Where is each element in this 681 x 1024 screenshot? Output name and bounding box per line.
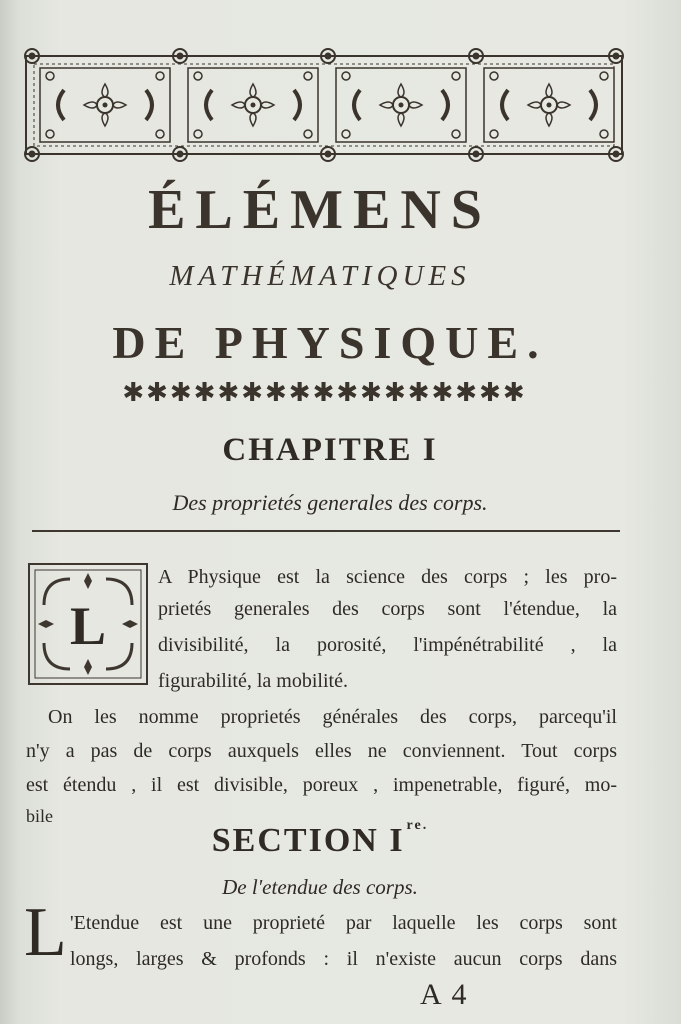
para3-line-1: 'Etendue est une proprieté par laquelle les corps sont bbox=[70, 912, 617, 934]
star-divider: ✱✱✱✱✱✱✱✱✱✱✱✱✱✱✱✱✱ bbox=[122, 378, 527, 407]
chapter-heading: CHAPITRE I bbox=[222, 432, 438, 468]
initial-letter: L bbox=[69, 596, 107, 656]
para2-line-1: On les nomme proprietés générales des corps, parcequ'il bbox=[48, 706, 617, 728]
para1-line-1: A Physique est la science des corps ; les pro- bbox=[158, 566, 617, 588]
signature-mark: A 4 bbox=[420, 978, 469, 1011]
para3-line-2: longs, larges & profonds : il n'existe aucun corps dans bbox=[70, 948, 617, 970]
section-superscript: re. bbox=[406, 818, 429, 833]
para2-line-3: est étendu , il est divisible, poreux , impenetrable, figuré, mo- bbox=[26, 774, 617, 796]
section-heading bbox=[150, 818, 490, 860]
para1-line-3: divisibilité, la porosité, l'impénétrabilité , la bbox=[158, 634, 617, 656]
chapter-subtitle: Des proprietés generales des corps. bbox=[172, 490, 488, 515]
title-line-1: ÉLÉMENS bbox=[148, 179, 492, 241]
section-heading-text: SECTION I bbox=[211, 822, 405, 859]
ornament-tile bbox=[40, 68, 170, 142]
para2-line-2: n'y a pas de corps auxquels elles ne conviennent. Tout corps bbox=[26, 740, 617, 762]
decorative-border-band bbox=[24, 44, 624, 166]
horizontal-rule bbox=[32, 530, 620, 532]
para1-line-4: figurabilité, la mobilité. bbox=[158, 670, 348, 692]
ornament-band-svg bbox=[24, 44, 624, 166]
title-line-2: MATHÉMATIQUES bbox=[169, 260, 471, 292]
para2-line-4: bile bbox=[26, 806, 53, 826]
paragraph3-initial: L bbox=[24, 894, 67, 971]
para1-line-2: prietés generales des corps sont l'étendue, la bbox=[158, 598, 617, 620]
title-line-3: DE PHYSIQUE. bbox=[112, 317, 548, 368]
decorated-initial bbox=[28, 563, 148, 685]
section-subtitle: De l'etendue des corps. bbox=[222, 875, 418, 899]
